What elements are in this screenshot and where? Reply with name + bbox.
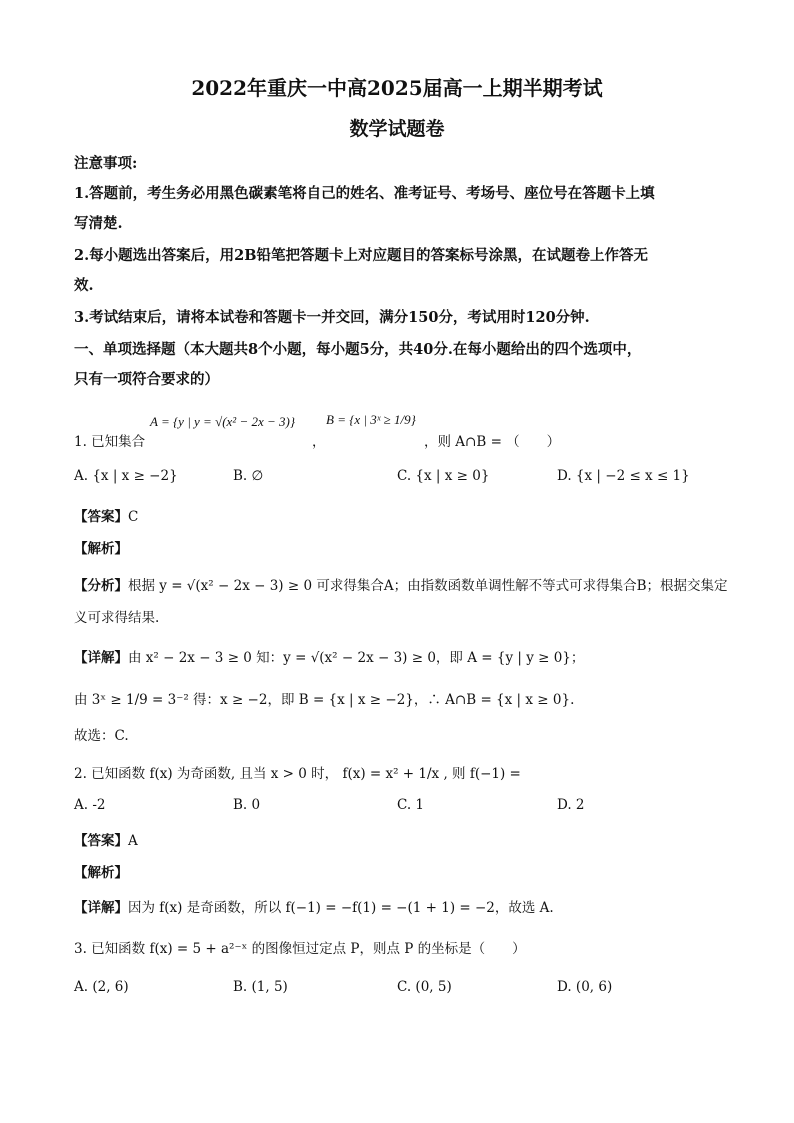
question-2-answer [74,829,138,849]
question-1-choose: 故选：C. [74,728,129,744]
note-2-line-1: 2.每小题选出答案后，用2B铅笔把答题卡上对应题目的答案标号涂黑，在试题卷上作答无 [74,247,648,264]
question-1-prefix: 1. 已知集合 [74,434,146,450]
analysis-tag: 【解析】 [74,865,128,881]
fenxi-text: 根据 y = √(x² − 2x − 3) ≥ 0 可求得集合A；由指数函数单调性解不等式可求得集合B；根据交集定 [128,578,728,594]
detail-tag: 【详解】 [74,900,128,916]
question-1-analysis-tag [74,537,128,557]
answer-tag: 【答案】 [74,833,128,849]
question-2-option-b: B. 0 [233,797,261,813]
question-1-detail-line-2: 由 3ˣ ≥ 1/9 = 3⁻² 得：x ≥ −2，即 B = {x | x ≥ −2}，∴ A∩B = {x | x ≥ 0}. [74,692,575,708]
answer-value: A [128,833,138,849]
detail-tag: 【详解】 [74,650,128,666]
exam-subtitle: 数学试题卷 [349,118,445,140]
exam-title: 2022年重庆一中高2025届高一上期半期考试 [191,76,603,100]
question-1-set-a: A = {y | y = √(x² − 2x − 3)} [150,414,296,429]
question-1-option-b: B. ∅ [233,468,264,484]
question-1-option-c: C. {x | x ≥ 0} [397,468,490,484]
question-1-option-d: D. {x | −2 ≤ x ≤ 1} [557,468,690,484]
notes-heading: 注意事项: [74,155,138,172]
question-2-option-a: A. -2 [74,797,106,813]
note-1-line-2: 写清楚. [74,215,123,232]
question-1-set-b: B = {x | 3ˣ ≥ 1/9} [326,412,416,427]
section-1-heading-line-1: 一、单项选择题（本大题共8个小题，每小题5分，共40分.在每小题给出的四个选项中， [74,341,642,358]
question-1-detail-line-1 [74,646,584,666]
question-3-option-a: A. (2, 6) [74,979,129,995]
question-1-comma: ， [312,434,326,450]
question-3-option-c: C. (0, 5) [397,979,452,995]
question-2-stem: 2. 已知函数 f(x) 为奇函数, 且当 x > 0 时， f(x) = x² + 1/x , 则 f(−1) = [74,766,521,782]
detail-text: 由 x² − 2x − 3 ≥ 0 知：y = √(x² − 2x − 3) ≥ 0，即 A = {y | y ≥ 0}； [128,650,585,666]
question-1-fenxi-line-1 [74,574,728,594]
question-2-option-c: C. 1 [397,797,425,813]
question-1-suffix: ，则 A∩B = （ ） [424,434,561,450]
fenxi-tag: 【分析】 [74,578,128,594]
analysis-tag: 【解析】 [74,541,128,557]
question-3-stem: 3. 已知函数 f(x) = 5 + a²⁻ˣ 的图像恒过定点 P，则点 P 的坐标是（ ） [74,941,526,957]
question-2-detail [74,896,554,916]
question-3-option-b: B. (1, 5) [233,979,288,995]
question-2-option-d: D. 2 [557,797,585,813]
answer-value: C [128,509,139,525]
question-2-analysis-tag [74,861,128,881]
section-1-heading-line-2: 只有一项符合要求的） [74,371,219,388]
answer-tag: 【答案】 [74,509,128,525]
question-1-fenxi-line-2: 义可求得结果. [74,610,160,626]
note-1-line-1: 1.答题前，考生务必用黑色碳素笔将自己的姓名、准考证号、考场号、座位号在答题卡上填 [74,185,655,202]
note-3: 3.考试结束后，请将本试卷和答题卡一并交回，满分150分，考试用时120分钟. [74,309,590,326]
question-1-option-a: A. {x | x ≥ −2} [74,468,178,484]
question-3-option-d: D. (0, 6) [557,979,613,995]
question-1-answer [74,505,138,525]
detail-text: 因为 f(x) 是奇函数，所以 f(−1) = −f(1) = −(1 + 1) = −2，故选 A. [128,900,554,916]
note-2-line-2: 效. [74,277,94,294]
